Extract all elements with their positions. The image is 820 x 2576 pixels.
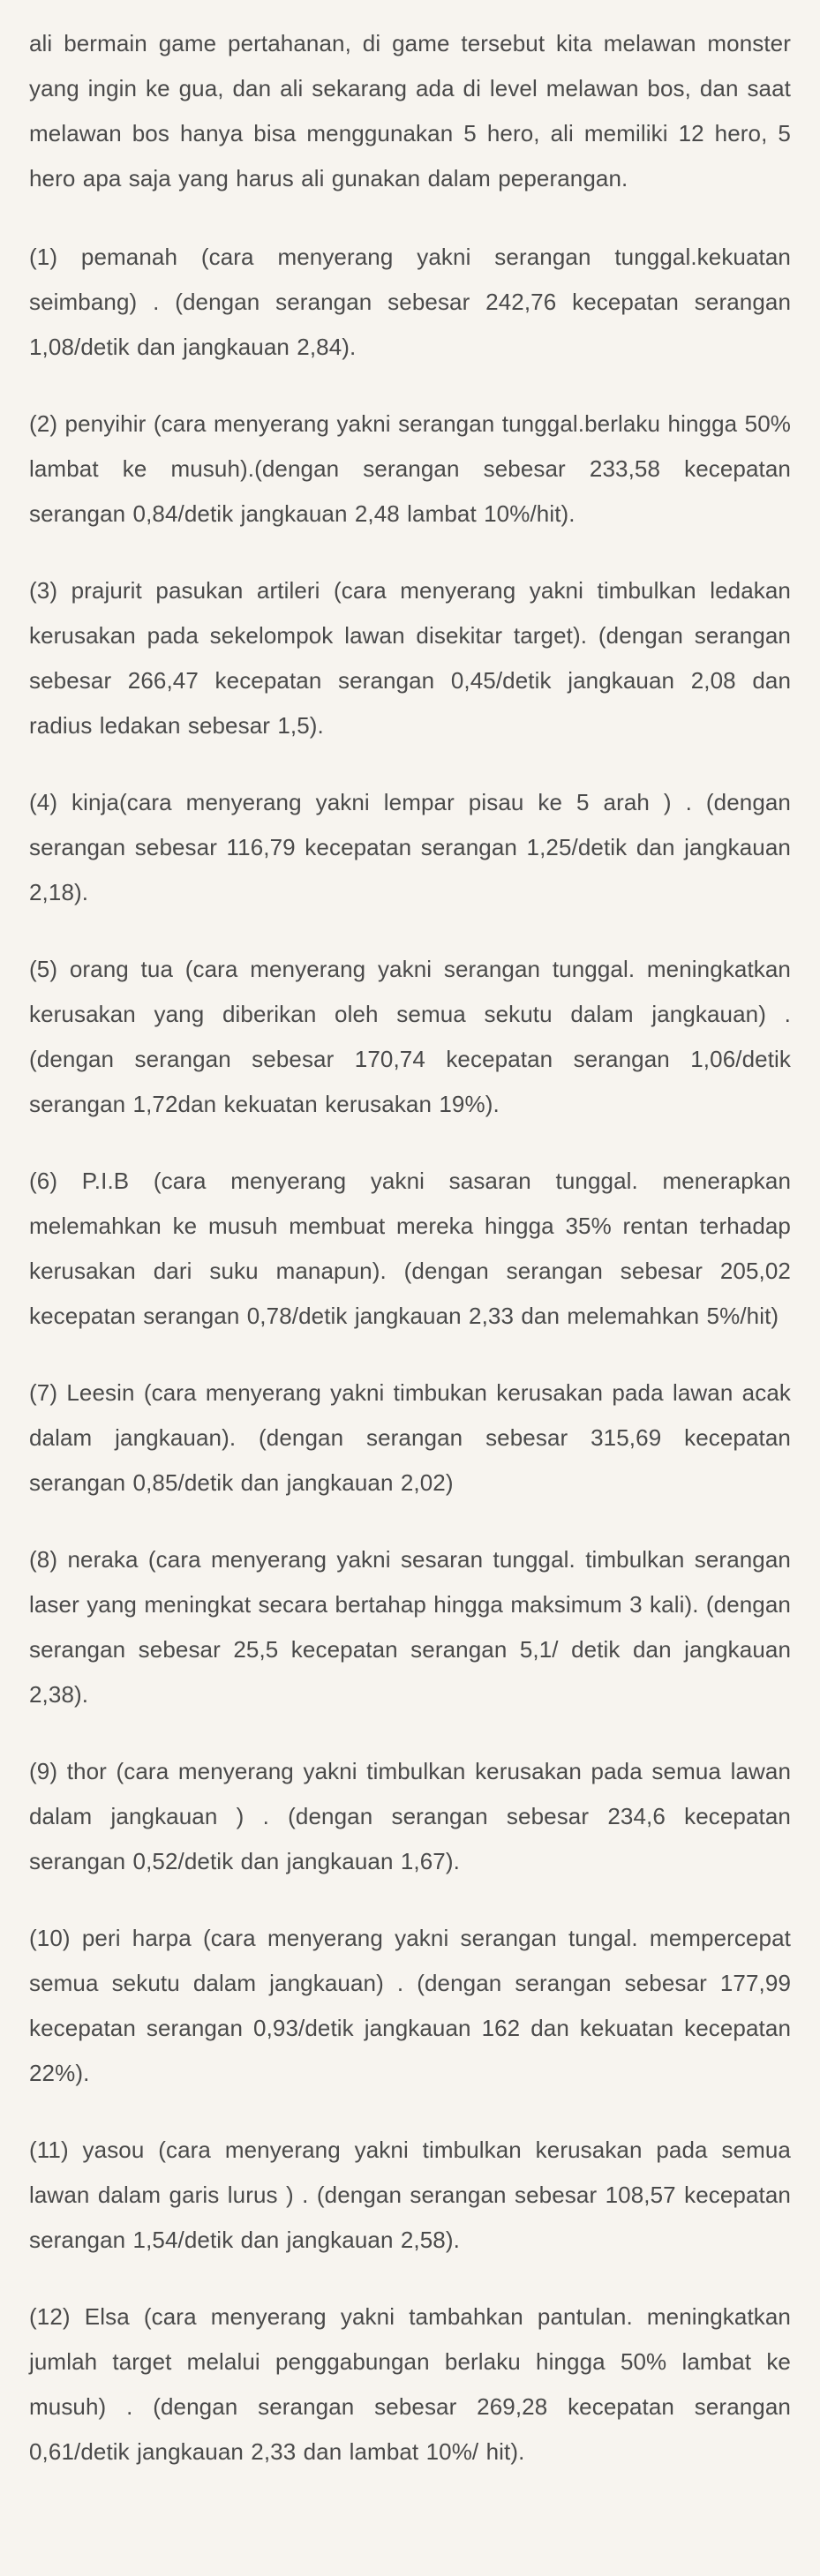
hero-item: (4) kinja(cara menyerang yakni lempar pisau ke 5 arah ) . (dengan serangan sebesar 116,79 kecepatan serangan 1,25/detik dan jangkauan 2,18). [29,789,791,905]
hero-item: (6) P.I.B (cara menyerang yakni sasaran tunggal. menerapkan melemahkan ke musuh membuat mereka hingga 35% rentan terhadap kerusakan dari suku manapun). (dengan serangan sebesar 205,02 kecepatan serangan 0,78/detik jangkauan 2,33 dan melemahkan 5%/hit) [29,1168,791,1329]
hero-item: (8) neraka (cara menyerang yakni sesaran tunggal. timbulkan serangan laser yang meningkat secara bertahap hingga maksimum 3 kali). (dengan serangan sebesar 25,5 kecepatan serangan 5,1/ detik dan jangkauan 2,38). [29,1546,791,1708]
hero-item: (10) peri harpa (cara menyerang yakni serangan tungal. mempercepat semua sekutu dalam jangkauan) . (dengan serangan sebesar 177,99 kecepatan serangan 0,93/detik jangkauan 162 dan kekuatan kecepatan 22%). [29,1925,791,2086]
hero-item: (1) pemanah (cara menyerang yakni serangan tunggal.kekuatan seimbang) . (dengan serangan sebesar 242,76 kecepatan serangan 1,08/detik dan jangkauan 2,84). [29,244,791,360]
hero-item: (7) Leesin (cara menyerang yakni timbukan kerusakan pada lawan acak dalam jangkauan). (dengan serangan sebesar 315,69 kecepatan serangan 0,85/detik dan jangkauan 2,02) [29,1379,791,1496]
hero-item: (5) orang tua (cara menyerang yakni serangan tunggal. meningkatkan kerusakan yang diberikan oleh semua sekutu dalam jangkauan) . (dengan serangan sebesar 170,74 kecepatan serangan 1,06/detik serangan 1,72dan kekuatan kerusakan 19%). [29,956,791,1117]
hero-item: (2) penyihir (cara menyerang yakni serangan tunggal.berlaku hingga 50% lambat ke musuh).(dengan serangan sebesar 233,58 kecepatan serangan 0,84/detik jangkauan 2,48 lambat 10%/hit). [29,410,791,527]
hero-item: (3) prajurit pasukan artileri (cara menyerang yakni timbulkan ledakan kerusakan pada sekelompok lawan disekitar target). (dengan serangan sebesar 266,47 kecepatan serangan 0,45/detik jangkauan 2,08 dan radius ledakan sebesar 1,5). [29,577,791,739]
hero-item: (9) thor (cara menyerang yakni timbulkan kerusakan pada semua lawan dalam jangkauan ) . (dengan serangan sebesar 234,6 kecepatan serangan 0,52/detik dan jangkauan 1,67). [29,1758,791,1874]
intro-paragraph: ali bermain game pertahanan, di game tersebut kita melawan monster yang ingin ke gua, dan ali sekarang ada di level melawan bos, dan saat melawan bos hanya bisa menggunakan 5 hero, ali memiliki 12 hero, 5 hero apa saja yang harus ali gunakan dalam peperangan. [29,30,791,192]
hero-item: (12) Elsa (cara menyerang yakni tambahkan pantulan. meningkatkan jumlah target melalui penggabungan berlaku hingga 50% lambat ke musuh) . (dengan serangan sebesar 269,28 kecepatan serangan 0,61/detik jangkauan 2,33 dan lambat 10%/ hit). [29,2303,791,2465]
hero-item: (11) yasou (cara menyerang yakni timbulkan kerusakan pada semua lawan dalam garis lurus ) . (dengan serangan sebesar 108,57 kecepatan serangan 1,54/detik dan jangkauan 2,58). [29,2137,791,2253]
